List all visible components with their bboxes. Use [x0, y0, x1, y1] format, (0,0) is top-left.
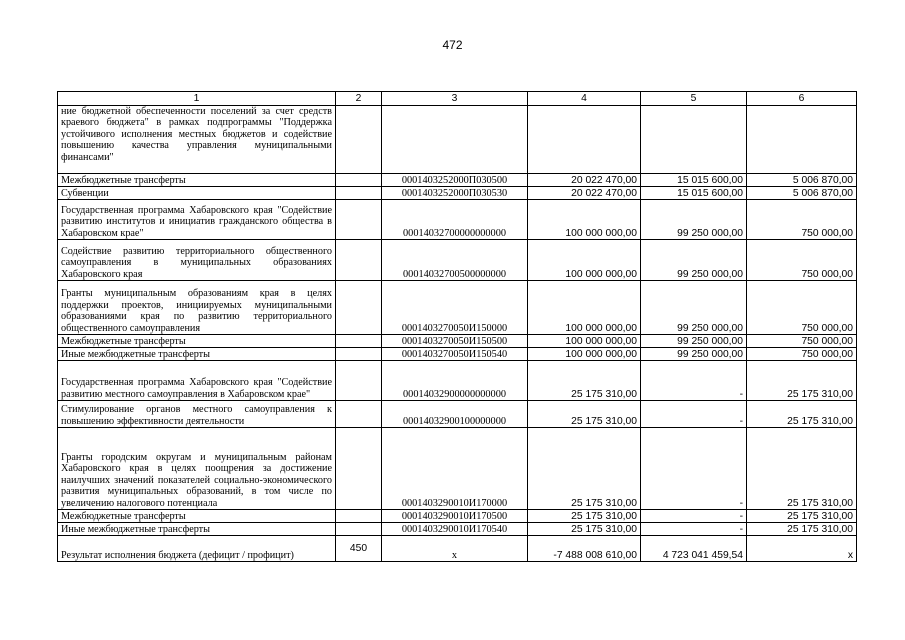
row-name: Государственная программа Хабаровского края "Содействие развитию институтов и инициатив гражданского общества в Хабаровском крае" — [58, 200, 336, 240]
row-value-col5: 99 250 000,00 — [641, 240, 747, 281]
row-budget-code: 00014032900100000000 — [382, 401, 528, 428]
row-name: Межбюджетные трансферты — [58, 510, 336, 523]
row-value-col4: 25 175 310,00 — [528, 401, 641, 428]
row-value-col6: 750 000,00 — [747, 335, 857, 348]
page-number: 472 — [442, 38, 463, 52]
row-budget-code: 0001403290010И170540 — [382, 523, 528, 536]
row-value-col5: 99 250 000,00 — [641, 335, 747, 348]
row-budget-code: 0001403252000П030530 — [382, 187, 528, 200]
row-value-col4: 25 175 310,00 — [528, 510, 641, 523]
row-value-col4: 20 022 470,00 — [528, 187, 641, 200]
table-row — [58, 428, 857, 510]
row-value-col5 — [641, 106, 747, 174]
row-value-col4: -7 488 008 610,00 — [528, 536, 641, 562]
row-budget-code: 0001403290010И170000 — [382, 428, 528, 510]
row-name: Субвенции — [58, 187, 336, 200]
row-line-code — [336, 281, 382, 335]
row-name: Содействие развитию территориального общественного самоуправления в муниципальных образованиях Хабаровского края — [58, 240, 336, 281]
row-value-col6: 750 000,00 — [747, 281, 857, 335]
row-name: Гранты муниципальным образованиям края в целях поддержки проектов, инициируемых муниципальными образованиями края по развитию территориального общественного самоуправления — [58, 281, 336, 335]
row-name: Иные межбюджетные трансферты — [58, 523, 336, 536]
row-value-col5: - — [641, 428, 747, 510]
row-budget-code: 0001403270050И150500 — [382, 335, 528, 348]
row-value-col5: 15 015 600,00 — [641, 187, 747, 200]
row-line-code — [336, 523, 382, 536]
row-line-code — [336, 174, 382, 187]
row-value-col6: 25 175 310,00 — [747, 361, 857, 401]
table-row — [58, 240, 857, 281]
table-row — [58, 174, 857, 187]
budget-table — [57, 91, 857, 562]
row-value-col4 — [528, 106, 641, 174]
row-line-code — [336, 510, 382, 523]
row-line-code — [336, 240, 382, 281]
row-value-col6: 5 006 870,00 — [747, 187, 857, 200]
row-value-col5: 99 250 000,00 — [641, 281, 747, 335]
row-value-col6: 5 006 870,00 — [747, 174, 857, 187]
row-name: Стимулирование органов местного самоуправления к повышению эффективности деятельности — [58, 401, 336, 428]
row-budget-code: x — [382, 536, 528, 562]
row-value-col5: 15 015 600,00 — [641, 174, 747, 187]
row-value-col6: 25 175 310,00 — [747, 510, 857, 523]
table-row — [58, 106, 857, 174]
row-line-code: 450 — [336, 536, 382, 562]
row-value-col4: 100 000 000,00 — [528, 240, 641, 281]
row-value-col4: 100 000 000,00 — [528, 348, 641, 361]
row-value-col4: 25 175 310,00 — [528, 361, 641, 401]
column-header: 1 — [58, 92, 336, 106]
column-header-row — [58, 92, 857, 106]
table-row — [58, 401, 857, 428]
table-row — [58, 281, 857, 335]
table-row — [58, 187, 857, 200]
row-value-col4: 100 000 000,00 — [528, 335, 641, 348]
row-value-col4: 100 000 000,00 — [528, 200, 641, 240]
column-header: 2 — [336, 92, 382, 106]
row-value-col6: 750 000,00 — [747, 348, 857, 361]
row-line-code — [336, 200, 382, 240]
row-value-col6: 750 000,00 — [747, 240, 857, 281]
row-value-col6: 750 000,00 — [747, 200, 857, 240]
row-budget-code: 00014032700500000000 — [382, 240, 528, 281]
row-budget-code: 0001403290010И170500 — [382, 510, 528, 523]
row-name: Гранты городским округам и муниципальным районам Хабаровского края в целях поощрения за достижение наилучших значений показателей социально-экономического развития муниципальных образований, в том числе по увеличению налогового потенциала — [58, 428, 336, 510]
row-value-col6: 25 175 310,00 — [747, 401, 857, 428]
row-value-col5: 99 250 000,00 — [641, 348, 747, 361]
row-line-code — [336, 106, 382, 174]
row-value-col4: 20 022 470,00 — [528, 174, 641, 187]
table-row — [58, 348, 857, 361]
row-value-col5: - — [641, 523, 747, 536]
table-row — [58, 200, 857, 240]
row-name: Межбюджетные трансферты — [58, 335, 336, 348]
row-value-col5: - — [641, 361, 747, 401]
row-name: Межбюджетные трансферты — [58, 174, 336, 187]
row-line-code — [336, 187, 382, 200]
column-header: 3 — [382, 92, 528, 106]
row-value-col6: x — [747, 536, 857, 562]
row-line-code — [336, 401, 382, 428]
row-value-col6 — [747, 106, 857, 174]
table-row — [58, 361, 857, 401]
row-value-col5: 99 250 000,00 — [641, 200, 747, 240]
table-row — [58, 523, 857, 536]
row-name: Иные межбюджетные трансферты — [58, 348, 336, 361]
column-header: 5 — [641, 92, 747, 106]
row-budget-code: 0001403270050И150000 — [382, 281, 528, 335]
row-name: Результат исполнения бюджета (дефицит / профицит) — [58, 536, 336, 562]
row-name: Государственная программа Хабаровского края "Содействие развитию местного самоуправления в Хабаровском крае" — [58, 361, 336, 401]
row-budget-code: 0001403270050И150540 — [382, 348, 528, 361]
row-budget-code: 00014032700000000000 — [382, 200, 528, 240]
row-budget-code: 0001403252000П030500 — [382, 174, 528, 187]
row-line-code — [336, 335, 382, 348]
table-row — [58, 335, 857, 348]
table-row — [58, 536, 857, 562]
row-value-col4: 25 175 310,00 — [528, 523, 641, 536]
row-value-col5: - — [641, 510, 747, 523]
row-value-col6: 25 175 310,00 — [747, 523, 857, 536]
row-budget-code — [382, 106, 528, 174]
table-row — [58, 510, 857, 523]
row-value-col4: 100 000 000,00 — [528, 281, 641, 335]
row-name: ние бюджетной обеспеченности поселений за счет средств краевого бюджета" в рамках подпрограммы "Поддержка устойчивого исполнения местных бюджетов и содействие повышению качества управления муниципальными финансами" — [58, 106, 336, 174]
row-value-col5: 4 723 041 459,54 — [641, 536, 747, 562]
row-budget-code: 00014032900000000000 — [382, 361, 528, 401]
row-value-col6: 25 175 310,00 — [747, 428, 857, 510]
row-value-col5: - — [641, 401, 747, 428]
column-header: 4 — [528, 92, 641, 106]
row-value-col4: 25 175 310,00 — [528, 428, 641, 510]
row-line-code — [336, 428, 382, 510]
row-line-code — [336, 348, 382, 361]
row-line-code — [336, 361, 382, 401]
column-header: 6 — [747, 92, 857, 106]
